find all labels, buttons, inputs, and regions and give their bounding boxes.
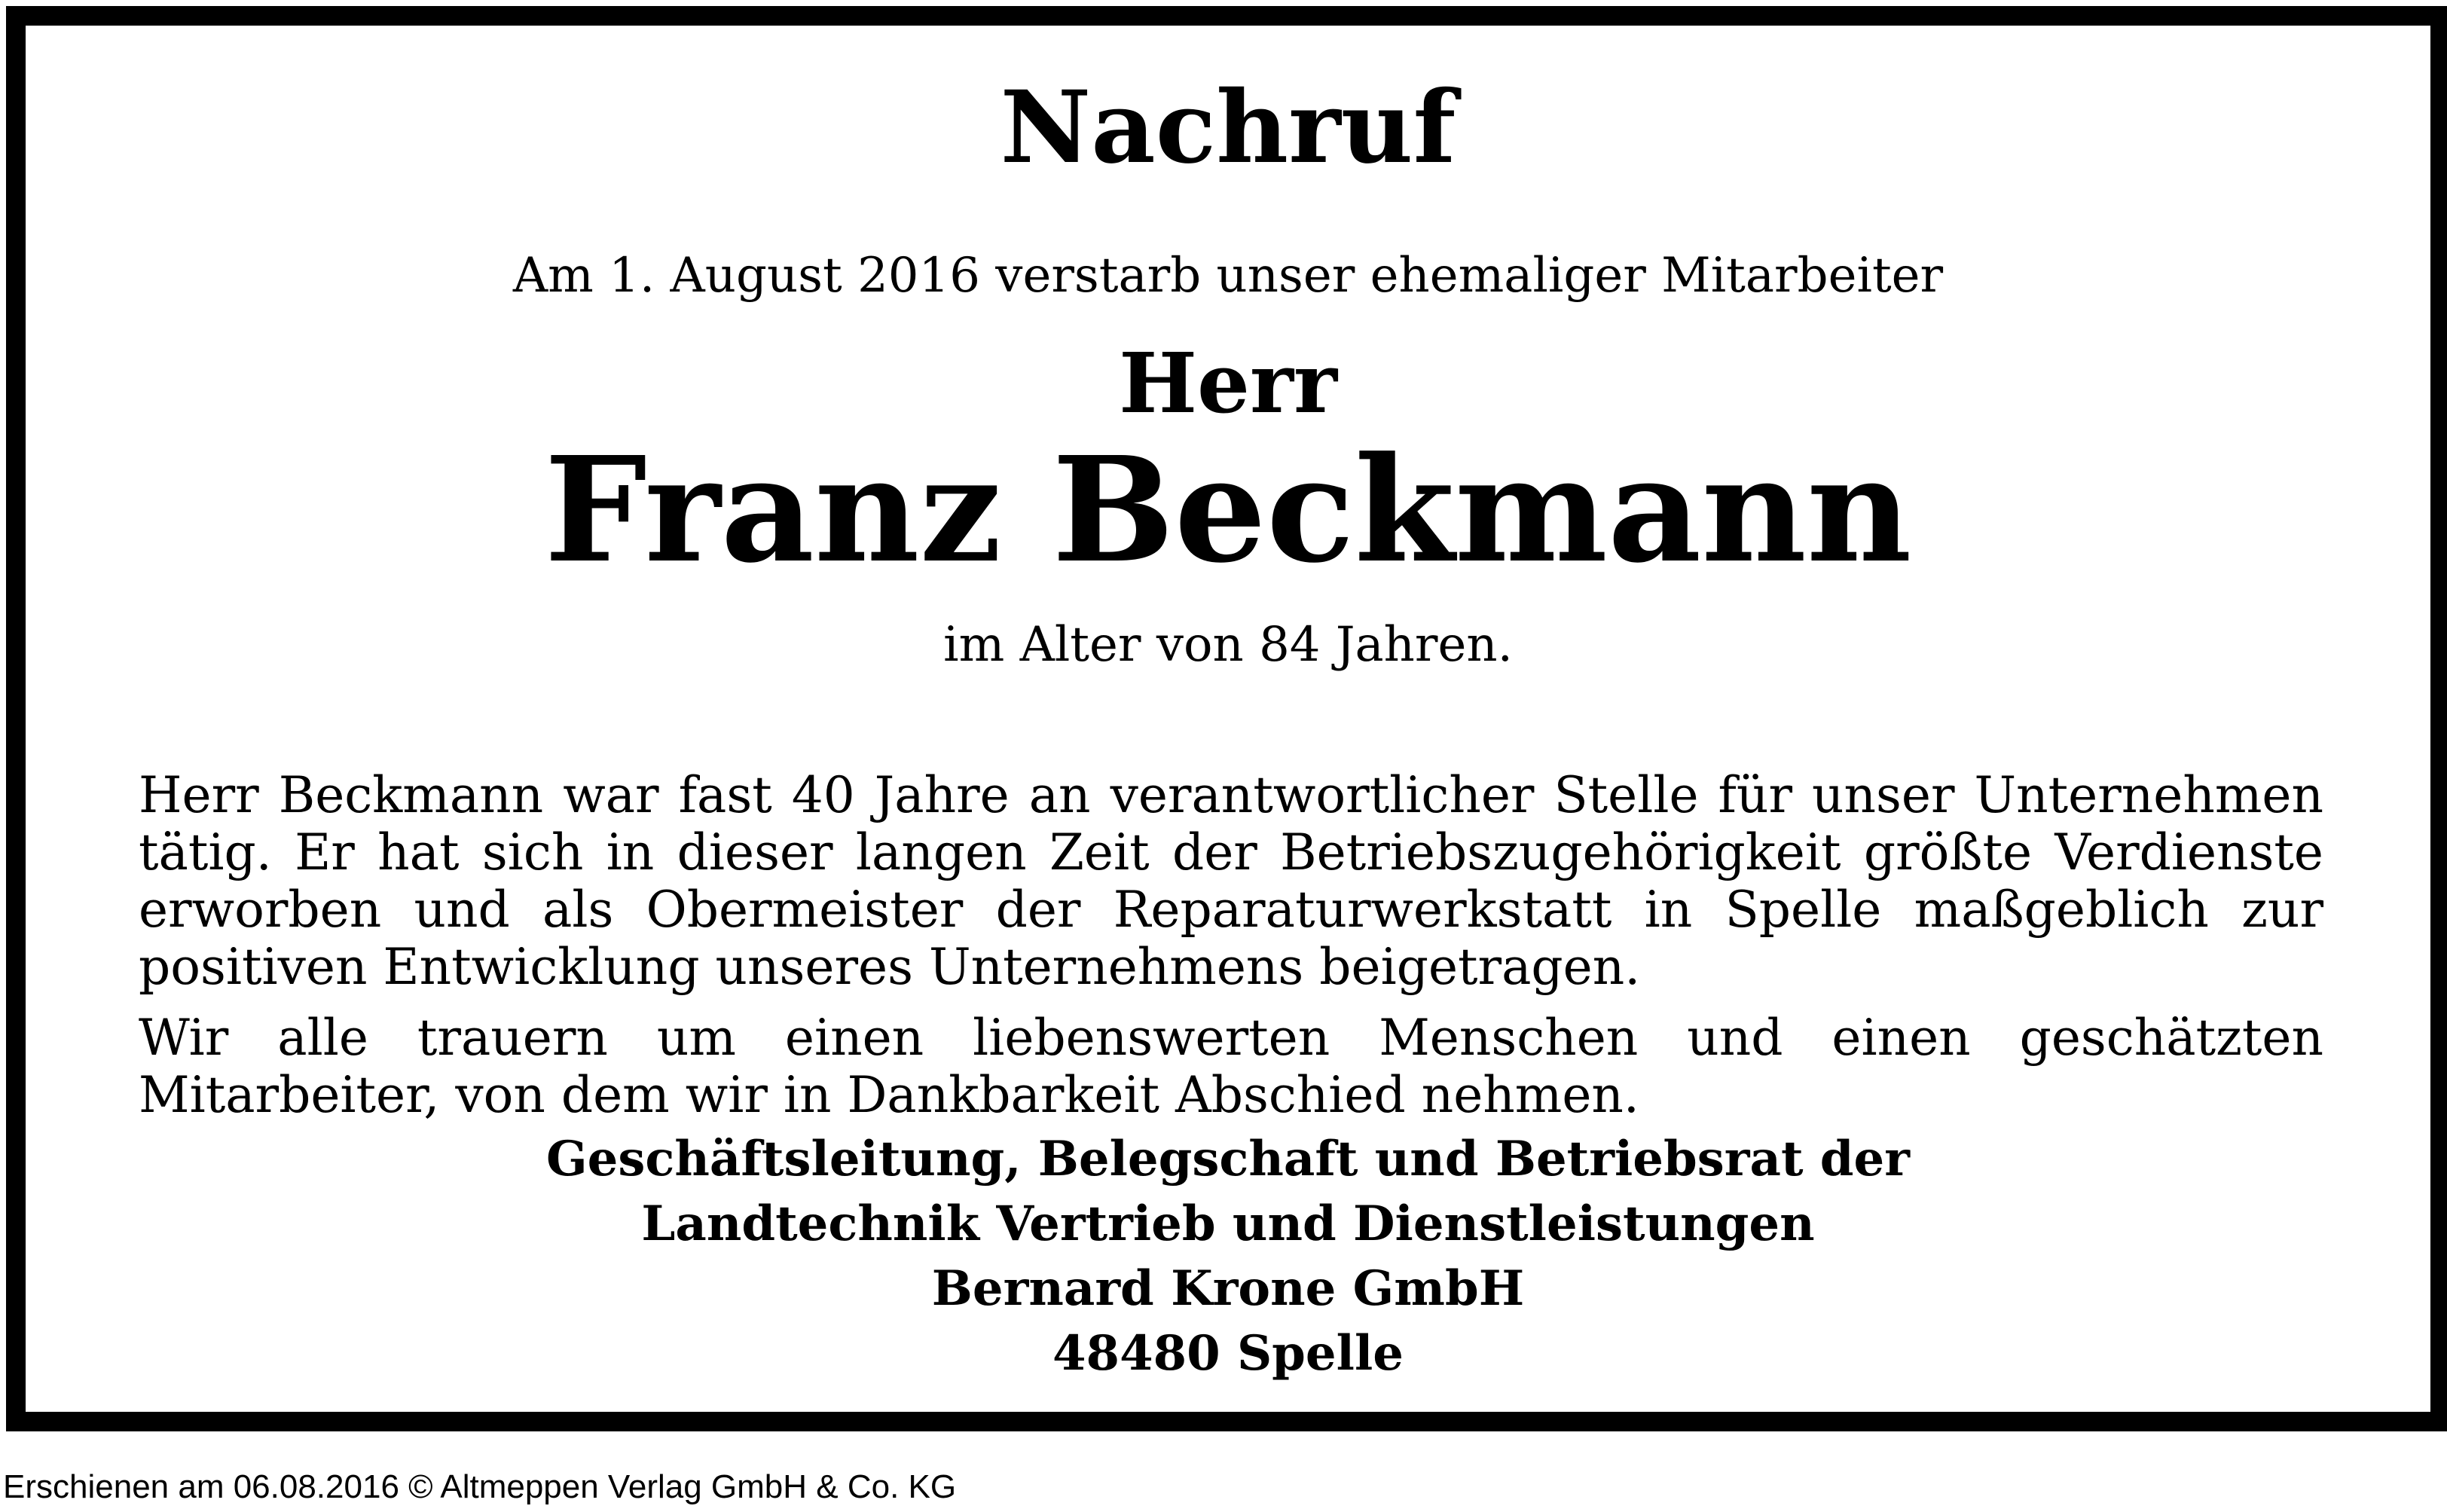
- paragraph-tribute: Herr Beckmann war fast 40 Jahre an verantwortlicher Stelle für unser Unternehmen tätig. Er hat sich in dieser langen Zeit der Betriebszugehörigkeit größte Verdienste erworben und als Obermeister der Reparaturwerkstatt in Spelle maßgeblich zur positiven Entwicklung unseres Unternehmens beigetragen.: [139, 766, 2323, 996]
- intro-text: Am 1. August 2016 verstarb unser ehemaliger Mitarbeiter: [512, 248, 1944, 304]
- notice-title: Nachruf: [1000, 69, 1456, 186]
- publication-footer: Erschienen am 06.08.2016 © Altmeppen Verlag GmbH & Co. KG: [3, 1468, 957, 1505]
- salutation: Herr: [1119, 334, 1337, 432]
- obituary-notice: [6, 6, 2447, 1431]
- signature-line: Landtechnik Vertrieb und Dienstleistungen: [641, 1196, 1815, 1252]
- signature-block: [26, 1127, 2430, 1386]
- signature-line: Bernard Krone GmbH: [931, 1260, 1525, 1317]
- deceased-name: Franz Beckmann: [544, 426, 1912, 595]
- paragraph-mourning: Wir alle trauern um einen liebenswerten Menschen und einen geschätzten Mitarbeiter, von dem wir in Dankbarkeit Abschied nehmen.: [139, 1009, 2323, 1124]
- age-text: im Alter von 84 Jahren.: [943, 617, 1513, 673]
- signature-line: Geschäftsleitung, Belegschaft und Betriebsrat der: [546, 1131, 1910, 1187]
- signature-line: 48480 Spelle: [1052, 1325, 1404, 1382]
